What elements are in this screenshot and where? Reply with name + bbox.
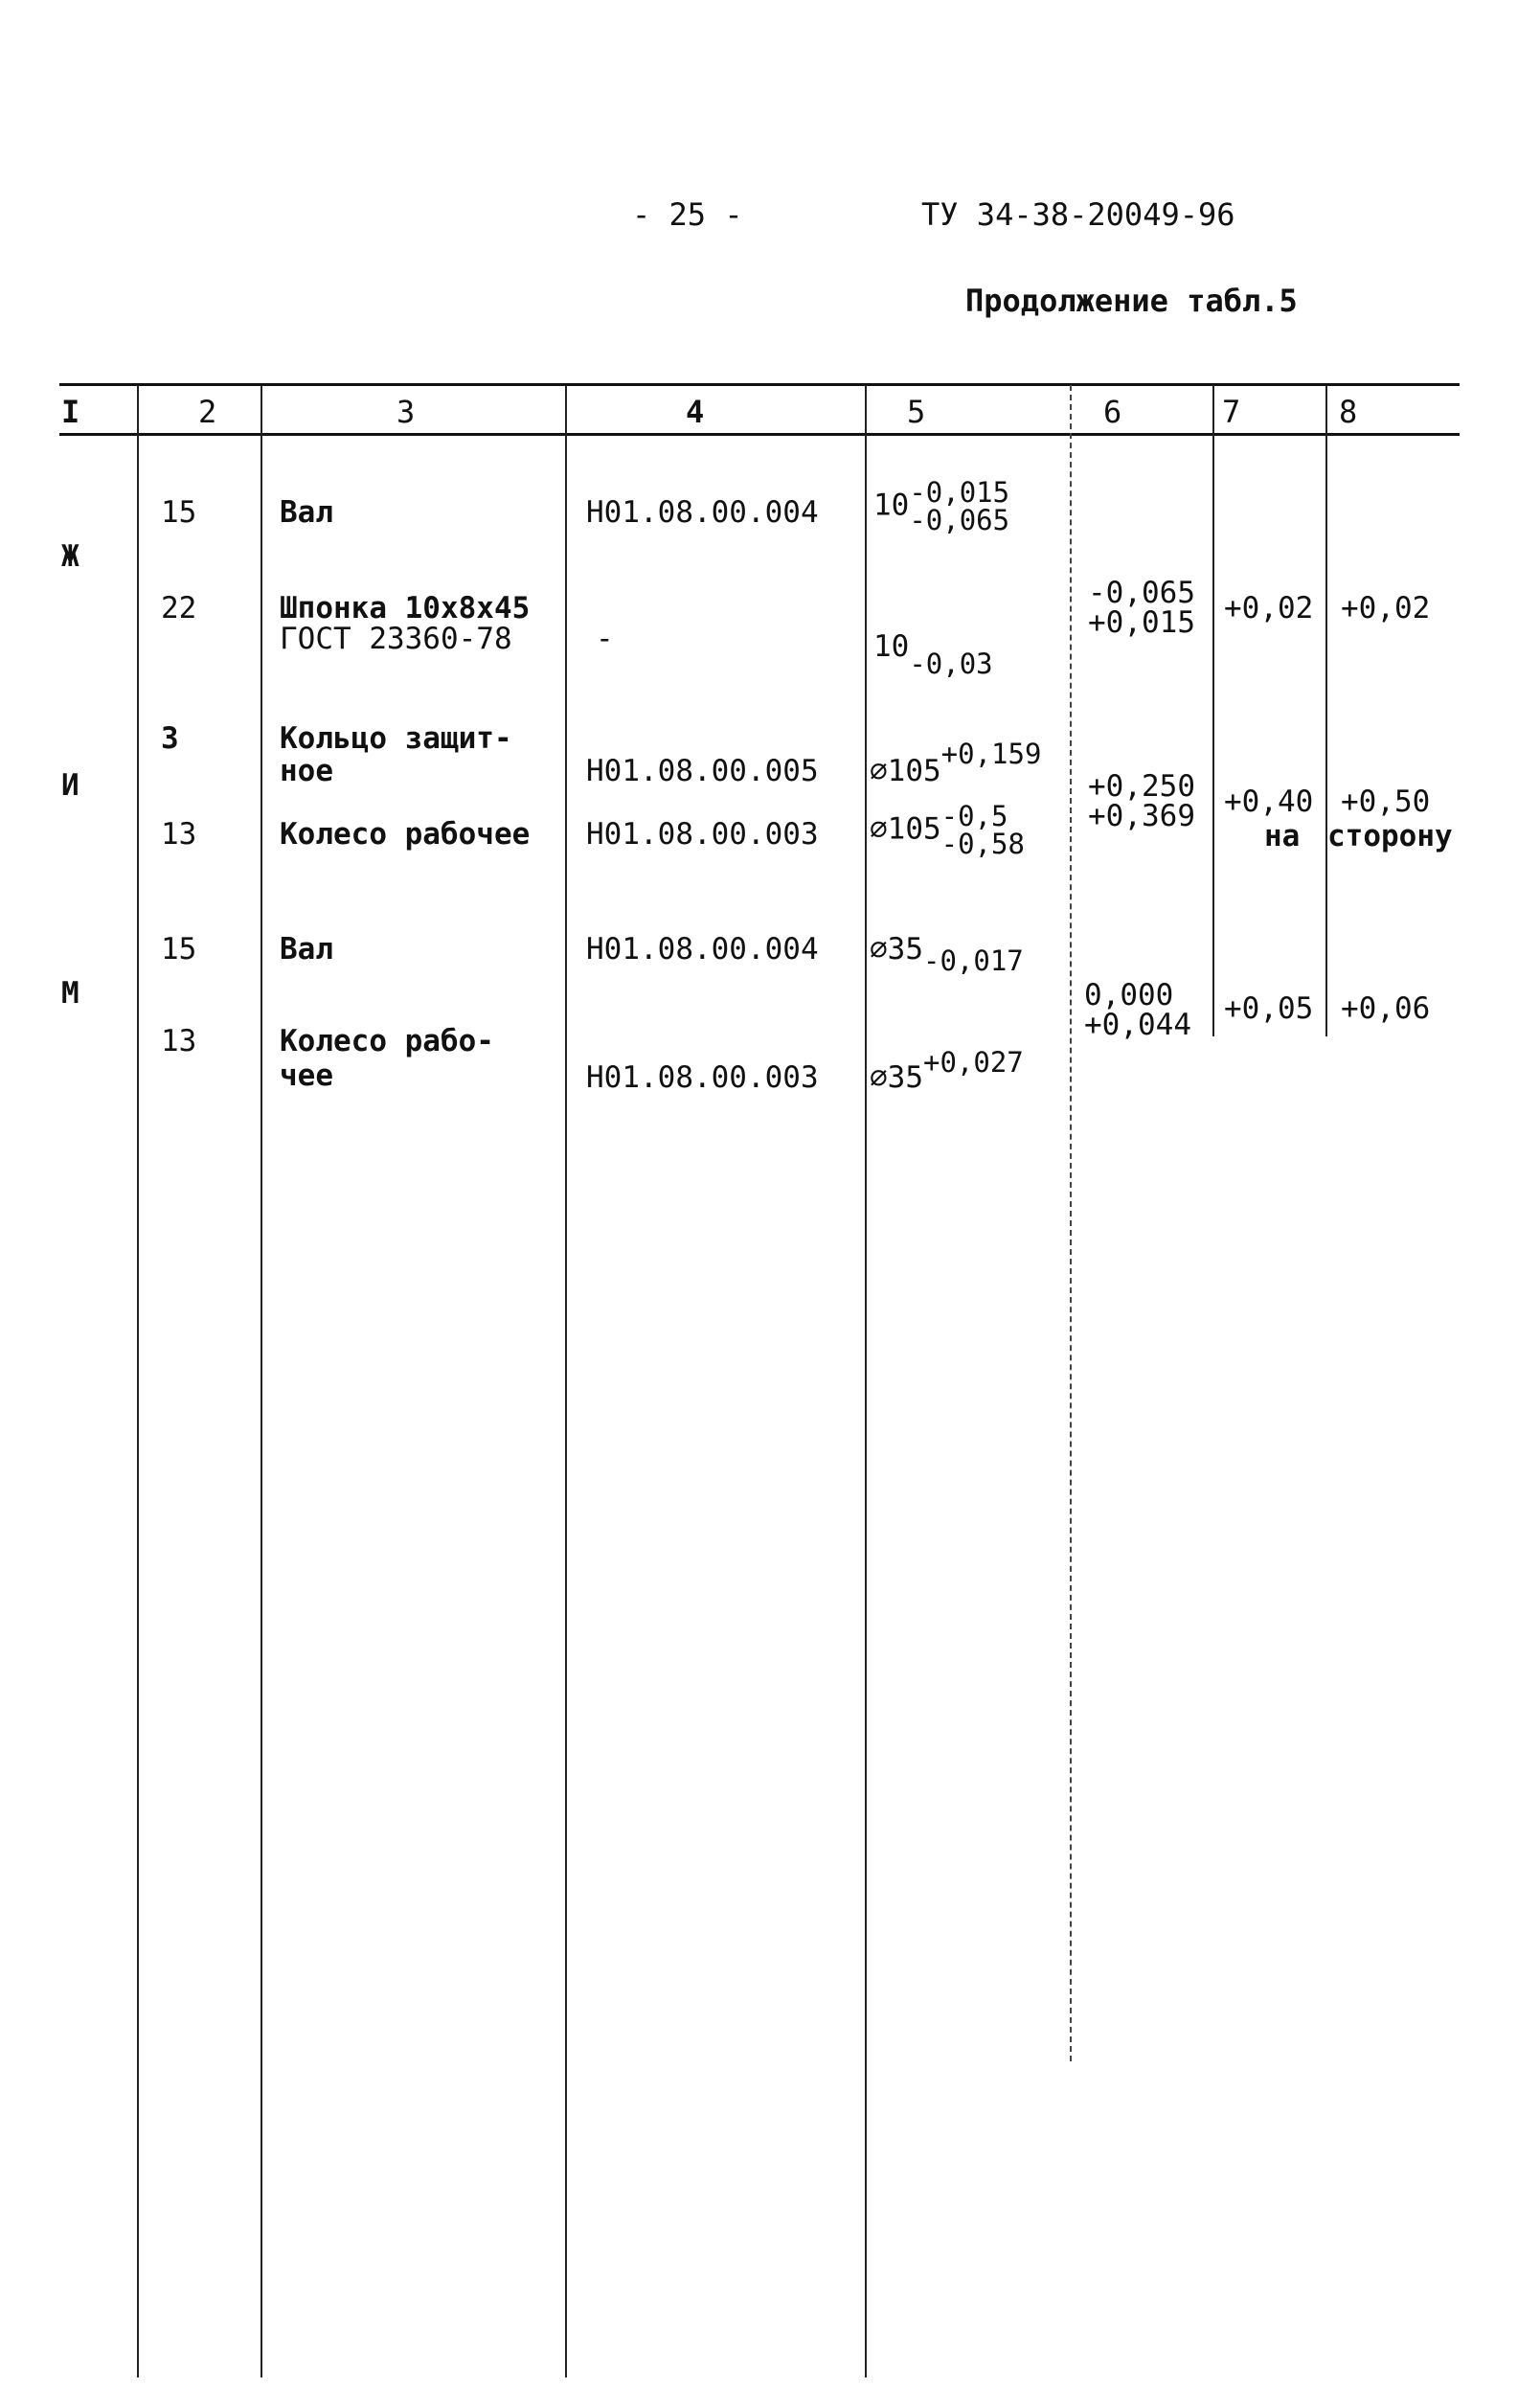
part-name-line-2: ное (280, 754, 333, 788)
column-divider-6 (1212, 385, 1214, 1036)
position-number: 15 (161, 495, 197, 530)
wear-limit-col8: +0,06 (1341, 991, 1431, 1026)
wear-limit-col7: +0,05 (1224, 991, 1314, 1026)
part-code: Н01.08.00.005 (586, 754, 819, 788)
size-tolerance (873, 476, 1010, 536)
size-base: 10 (873, 488, 910, 523)
table-continuation-label: Продолжение табл.5 (965, 283, 1298, 319)
column-header-2: 2 (198, 394, 217, 430)
fit-limit-min: -0,065 (1088, 576, 1195, 610)
size-tolerance (870, 932, 1024, 977)
part-code: - (596, 622, 614, 656)
wear-note-na: на (1264, 819, 1301, 853)
fit-limit-max: +0,044 (1084, 1008, 1191, 1042)
column-header-7: 7 (1222, 394, 1241, 430)
header-bottom-rule (59, 433, 1460, 436)
lower-deviation: -0,03 (909, 648, 993, 680)
fit-limits (1088, 769, 1195, 833)
lower-deviation: -0,58 (940, 828, 1025, 860)
group-mark: Ж (61, 539, 79, 574)
size-base: ⌀105 (870, 811, 941, 847)
position-number: 3 (161, 721, 179, 756)
document-code: ТУ 34-38-20049-96 (921, 196, 1235, 233)
size-base: ⌀35 (870, 932, 923, 967)
size-tolerance (870, 1046, 1024, 1095)
fit-limits (1084, 978, 1191, 1042)
upper-deviation: +0,027 (923, 1046, 1024, 1079)
fit-limit-min: 0,000 (1084, 978, 1174, 1012)
fit-limit-min: +0,250 (1088, 769, 1195, 804)
column-header-6: 6 (1103, 394, 1122, 430)
part-name: Колесо рабочее (280, 817, 531, 852)
position-number: 13 (161, 1024, 197, 1058)
wear-note-side: сторону (1327, 819, 1453, 853)
part-name: Шпонка 10x8x45 (280, 591, 531, 625)
position-number: 22 (161, 591, 197, 625)
page-number: - 25 - (632, 196, 743, 233)
part-name: Кольцо защит- (280, 721, 512, 756)
size-base: ⌀105 (870, 754, 941, 788)
lower-deviation: -0,065 (909, 504, 1010, 536)
lower-deviation: -0,017 (923, 944, 1024, 977)
part-name: Колесо рабо- (280, 1024, 494, 1058)
column-header-4: 4 (686, 394, 705, 430)
group-mark: И (61, 768, 79, 803)
table-top-rule (59, 383, 1460, 386)
size-tolerance (870, 800, 1025, 860)
column-header-1: I (61, 394, 80, 430)
column-divider-2 (260, 385, 262, 2377)
column-divider-3 (565, 385, 567, 2377)
fit-limits (1088, 576, 1195, 640)
part-code: Н01.08.00.003 (586, 817, 819, 852)
column-header-8: 8 (1339, 394, 1358, 430)
column-divider-4 (865, 385, 867, 2377)
position-number: 15 (161, 932, 197, 967)
part-code: Н01.08.00.004 (586, 932, 819, 967)
size-tolerance (873, 629, 993, 680)
part-code: Н01.08.00.003 (586, 1060, 819, 1095)
upper-deviation: -0,5 (940, 800, 1008, 832)
column-divider-7 (1325, 385, 1327, 1036)
fit-limit-max: +0,369 (1088, 799, 1195, 833)
size-base: ⌀35 (870, 1060, 923, 1095)
size-tolerance (870, 738, 1042, 788)
wear-limit-col7: +0,40 (1224, 785, 1314, 819)
part-code: Н01.08.00.004 (586, 495, 819, 530)
part-name-line-2: ГОСТ 23360-78 (280, 622, 512, 656)
part-name: Вал (280, 495, 333, 530)
group-mark: М (61, 976, 79, 1011)
position-number: 13 (161, 817, 197, 852)
wear-limit-col7: +0,02 (1224, 591, 1314, 625)
column-divider-1 (137, 385, 139, 2377)
part-name-line-2: чее (280, 1058, 333, 1093)
column-divider-5 (1070, 385, 1072, 2061)
column-header-5: 5 (907, 394, 926, 430)
part-name: Вал (280, 932, 333, 967)
upper-deviation: -0,015 (909, 476, 1010, 509)
wear-limit-col8: +0,50 (1341, 785, 1431, 819)
fit-limit-max: +0,015 (1088, 605, 1195, 640)
column-header-3: 3 (396, 394, 416, 430)
wear-limit-col8: +0,02 (1341, 591, 1431, 625)
size-base: 10 (873, 629, 910, 664)
upper-deviation: +0,159 (940, 738, 1042, 770)
